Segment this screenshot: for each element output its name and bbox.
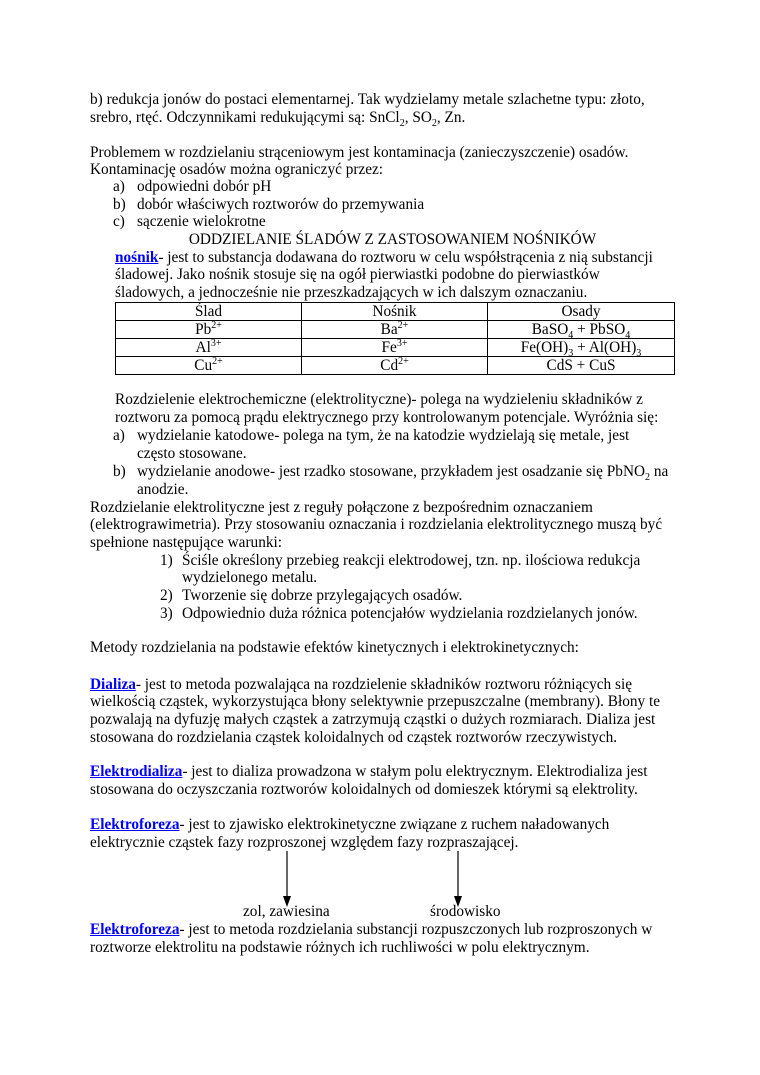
cell-trace [116,357,302,375]
formula-text: + Al(OH) [573,339,637,356]
list-item-text: na [650,463,669,480]
list-item-text: wydzielanie anodowe- jest rzadko stosowane, przykładem jest osadzanie się PbNO [137,463,646,480]
cell-carrier [302,357,488,375]
ion-charge: 3+ [210,338,222,349]
carrier-definition-text: - jest to substancja dodawana do roztworu w celu współstrącenia z nią substancji [158,249,653,266]
condition-line: Ściśle określony przebieg reakcji elektrodowej, tzn. np. ilościowa redukcja [182,552,641,569]
contamination-line-1: Problemem w rozdzielaniu strąceniowym jest kontaminacja (zanieczyszczenie) osadów. [90,144,629,161]
table-row [116,339,675,357]
list-marker-b: b) [113,196,126,213]
list-item: odpowiedni dobór pH [137,178,272,195]
table-row [116,321,675,339]
carrier-definition-line-3: śladowych, a jednocześnie nie przeszkadzających w ich dalszym oznaczaniu. [115,284,588,301]
term-link-elektroforeza[interactable]: Elektroforeza [90,816,180,833]
ion-symbol: Cd [380,357,399,374]
kinetic-intro: Metody rozdzielania na podstawie efektów kinetycznych i elektrokinetycznych: [90,639,579,656]
column-header-trace: Ślad [116,303,302,321]
arrow-down-icon [283,851,291,907]
carrier-definition-line-1 [115,249,653,267]
electrolytic-line-1: Rozdzielenie elektrochemiczne (elektrolityczne)- polega na wydzieleniu składników z [115,391,643,408]
ion-charge: 2+ [397,320,409,331]
electrophoresis-phenomenon-line-2: elektrycznie cząstek fazy rozproszonej względem fazy rozpraszającej. [90,834,519,851]
list-item-line: wydzielanie katodowe- polega na tym, że na katodzie wydzielają się metale, jest [137,427,630,444]
arrow-down-icon [454,851,462,907]
cell-precipitate [488,321,675,339]
formula-text: BaSO [531,321,569,338]
electrolytic-line-2: roztworu za pomocą prądu elektrycznego przy kontrolowanym potencjale. Wyróżnia się: [115,409,659,426]
list-marker-a: a) [113,178,125,195]
table-row [116,357,675,375]
condition-line: Tworzenie się dobrze przylegających osadów. [182,587,463,604]
reduction-line-2 [90,109,465,127]
condition-line: wydzielonego metalu. [182,569,318,586]
ion-symbol: Cu [194,357,213,374]
condition-line: Odpowiednio duża różnica potencjałów wydzielania rozdzielanych jonów. [182,605,638,622]
electrodialysis-text: - jest to dializa prowadzona w stałym polu elektrycznym. Elektrodializa jest [182,763,648,780]
formula-subscript: 3 [636,348,642,359]
list-marker-b: b) [113,463,126,480]
reduction-line-2-text-b: , SO [404,109,432,126]
electrodialysis-line-1 [90,763,648,781]
list-item: dobór właściwych roztworów do przemywania [137,196,425,213]
cell-trace [116,339,302,357]
dialysis-line-4: stosowana do rozdzielania cząstek koloidalnych od cząstek roztworów rzeczywistych. [90,729,618,746]
formula-subscript: 3 [568,348,574,359]
reduction-line-2-text-c: , Zn. [436,109,466,126]
electrophoresis-method-line-1 [90,921,652,939]
ion-charge: 2+ [398,356,409,367]
column-header-precipitate: Osady [488,303,675,321]
ion-charge: 2+ [212,356,223,367]
phase-arrows [270,845,480,911]
ion-symbol: Pb [195,321,212,338]
cell-carrier [302,339,488,357]
term-link-elektroforeza[interactable]: Elektroforeza [90,921,180,938]
cell-trace [116,321,302,339]
electrolytic-para-line-1: Rozdzielanie elektrolityczne jest z reguły połączone z bezpośrednim oznaczaniem [90,499,593,516]
table-header-row [116,303,675,321]
term-link-elektrodializa[interactable]: Elektrodializa [90,763,183,780]
formula-subscript: 4 [568,330,574,341]
electrophoresis-text: - jest to zjawisko elektrokinetyczne związane z ruchem naładowanych [179,816,610,833]
reduction-line-1: b) redukcja jonów do postaci elementarnej. Tak wydzielamy metale szlachetne typu: złoto, [90,91,645,108]
dialysis-text: - jest to metoda pozwalająca na rozdzielenie składników roztworu różniących się [135,676,632,693]
dialysis-line-3: pozwalają na dyfuzję małych cząstek a zatrzymują cząstki o dużych rozmiarach. Dializa jest [90,711,656,728]
reduction-line-2-text-a: srebro, rtęć. Odczynnikami redukującymi są: SnCl [90,109,400,126]
term-link-nosnik[interactable]: nośnik [115,249,159,266]
carriers-table [115,302,675,375]
formula-subscript: 2 [399,118,405,129]
electrolytic-para-line-2: (elektrograwimetria). Przy stosowaniu oznaczania i rozdzielania elektrolitycznego muszą być [90,516,663,533]
ion-charge: 2+ [211,320,222,331]
dialysis-line-1 [90,676,632,694]
list-marker-2: 2) [160,587,173,604]
formula-text: + PbSO [573,321,626,338]
electrophoresis-method-line-2: roztworze elektrolitu na podstawie różnych ich ruchliwości w polu elektrycznym. [90,939,590,956]
arrow-label-dispersion-medium: środowisko [430,903,501,920]
formula-text: Fe(OH) [520,339,569,356]
electrophoresis-phenomenon-line-1 [90,816,609,834]
dialysis-line-2: wielkością cząstek, wykorzystująca błony selektywnie przepuszczalne (membrany). Błony te [90,693,661,710]
formula-subscript: 2 [431,118,437,129]
list-item-line [137,463,668,481]
ion-symbol: Al [195,339,211,356]
formula-subscript: 2 [645,472,651,483]
electrophoresis-text: - jest to metoda rozdzielania substancji rozpuszczonych lub rozproszonych w [179,921,653,938]
electrolytic-para-line-3: spełnione następujące warunki: [90,534,282,551]
list-marker-3: 3) [160,605,173,622]
list-marker-c: c) [113,213,125,230]
arrow-label-dispersed-phase: zol, zawiesina [243,903,330,920]
section-heading: ODDZIELANIE ŚLADÓW Z ZASTOSOWANIEM NOŚNIKÓW [188,231,597,248]
formula-subscript: 4 [625,330,631,341]
list-item-line: anodzie. [137,481,189,498]
formula-text: CdS + CuS [546,357,616,374]
list-item: sączenie wielokrotne [137,213,266,230]
electrodialysis-line-2: stosowana do oczyszczania roztworów koloidalnych od domieszek którymi są elektrolity. [90,781,638,798]
ion-charge: 3+ [396,338,408,349]
term-link-dializa[interactable]: Dializa [90,676,136,693]
ion-symbol: Fe [381,339,397,356]
list-marker-1: 1) [160,552,173,569]
column-header-carrier: Nośnik [302,303,488,321]
list-marker-a: a) [113,427,125,444]
cell-precipitate [488,357,675,375]
ion-symbol: Ba [380,321,398,338]
cell-carrier [302,321,488,339]
list-item-line: często stosowane. [137,445,247,462]
carrier-definition-line-2: śladowej. Jako nośnik stosuje się na ogół pierwiastki podobne do pierwiastków [115,266,600,283]
contamination-line-2: Kontaminację osadów można ograniczyć przez: [90,161,384,178]
cell-precipitate [488,339,675,357]
